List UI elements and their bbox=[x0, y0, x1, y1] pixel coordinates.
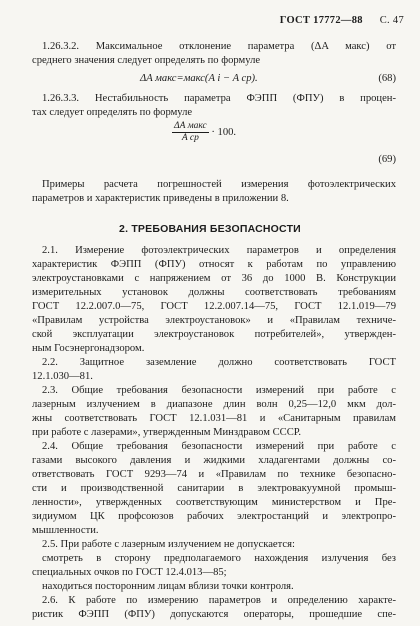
paragraph-2-5 bbox=[32, 538, 396, 594]
text-line: среднего значения следует определять по формуле bbox=[32, 55, 261, 66]
paragraph-2-1 bbox=[32, 244, 396, 356]
paragraph-1-26-3-3 bbox=[32, 92, 396, 120]
text-line: ленности», утвержденных соответствующим министерством и Пре- bbox=[32, 497, 396, 508]
text-line: ным Госэнергонадзором. bbox=[32, 343, 145, 354]
text-line: 2.1. Измерение фотоэлектрических параметров и определения bbox=[42, 245, 396, 256]
text-line: 12.1.030—81. bbox=[32, 371, 93, 382]
text-line: тах следует определять по формуле bbox=[32, 107, 193, 118]
text-line: мышленности. bbox=[32, 525, 99, 536]
fraction-denominator: A ср bbox=[181, 133, 199, 143]
text-line: электроустановками с напряжением от 36 до 1000 В. Конструкции bbox=[32, 273, 396, 284]
text-line: 2.2. Защитное заземление должно соответствовать ГОСТ bbox=[42, 357, 396, 368]
text-line: 2.4. Общие требования безопасности измерений при работе с bbox=[42, 441, 396, 452]
text-line: газами высокого давления и жидкими хладагентами должны со- bbox=[32, 455, 396, 466]
equation-number-69: (69) bbox=[378, 154, 396, 165]
text-line: ответствовать ГОСТ 9293—74 и «Правилам по технике безопасно- bbox=[32, 469, 396, 480]
section-title: 2. ТРЕБОВАНИЯ БЕЗОПАСНОСТИ bbox=[119, 223, 301, 235]
text-line: жны соответствовать ГОСТ 12.1.031—81 и «Санитарным правилам bbox=[32, 413, 396, 424]
paragraph-1-26-3-2 bbox=[32, 40, 396, 68]
text-line: 2.6. К работе по измерению параметров и определению характе- bbox=[42, 595, 396, 606]
paragraph-2-2 bbox=[32, 356, 396, 384]
page-number: С. 47 bbox=[379, 15, 404, 26]
paragraph-2-6 bbox=[32, 594, 396, 622]
text-line: зидиумом ЦК профсоюзов рабочих электростанций и электропро- bbox=[32, 511, 396, 522]
fraction bbox=[172, 121, 209, 144]
text-line: измерительных установок должны соответствовать требованиям bbox=[32, 287, 396, 298]
text-line: сти и производственной санитарии в электровакуумной промыш- bbox=[32, 483, 396, 494]
equation-number-68: (68) bbox=[378, 73, 396, 84]
page-header bbox=[280, 14, 404, 28]
text-line: ристик ФЭПП (ФПУ) допускаются операторы, прошедшие спе- bbox=[32, 609, 396, 620]
formula-69 bbox=[172, 121, 420, 144]
paragraph-2-4 bbox=[32, 440, 396, 538]
text-line: 1.26.3.3. Нестабильность параметра ФЭПП (ФПУ) в процен- bbox=[42, 93, 396, 104]
text-line: «Правилам устройства электроустановок» и «Правилам техниче- bbox=[32, 315, 396, 326]
fraction-numerator: ΔA макс bbox=[174, 121, 207, 131]
text-line: характеристик ФЭПП (ФПУ) относят к работам по управлению bbox=[32, 259, 396, 270]
text-line: находиться посторонним лицам вблизи точки контроля. bbox=[42, 581, 294, 592]
text-line: лазерным излучением в диапазоне длин волн 0,25—12,0 мкм дол- bbox=[32, 399, 396, 410]
text-line: ГОСТ 12.2.007.0—75, ГОСТ 12.2.007.14—75, ГОСТ 12.1.019—79 bbox=[32, 301, 396, 312]
paragraph-2-3 bbox=[32, 384, 396, 440]
formula-tail: · 100. bbox=[211, 126, 237, 138]
text-line: 2.3. Общие требования безопасности измерений при работе с bbox=[42, 385, 396, 396]
text-line: 2.5. При работе с лазерным излучением не допускается: bbox=[42, 539, 295, 550]
standard-number: ГОСТ 17772—88 bbox=[279, 15, 363, 26]
formula-68 bbox=[140, 72, 400, 86]
text-line: 1.26.3.2. Максимальное отклонение параметра (ΔA макс) от bbox=[42, 41, 396, 52]
text-line: Примеры расчета погрешностей измерения фотоэлектрических bbox=[42, 179, 396, 190]
paragraph-examples bbox=[32, 178, 396, 206]
text-line: смотреть в сторону предполагаемого нахождения излучения без bbox=[42, 553, 396, 564]
formula-text: ΔA макс=макс(A i − A ср). bbox=[140, 73, 258, 84]
text-line: ской эксплуатации электроустановок потребителей», утвержден- bbox=[32, 329, 396, 340]
text-line: параметров и характеристик приведены в приложении 8. bbox=[32, 193, 289, 204]
text-line: специальных очков по ГОСТ 12.4.013—85; bbox=[32, 567, 227, 578]
text-line: при работе с лазерами», утвержденным Минздравом СССР. bbox=[32, 427, 302, 438]
